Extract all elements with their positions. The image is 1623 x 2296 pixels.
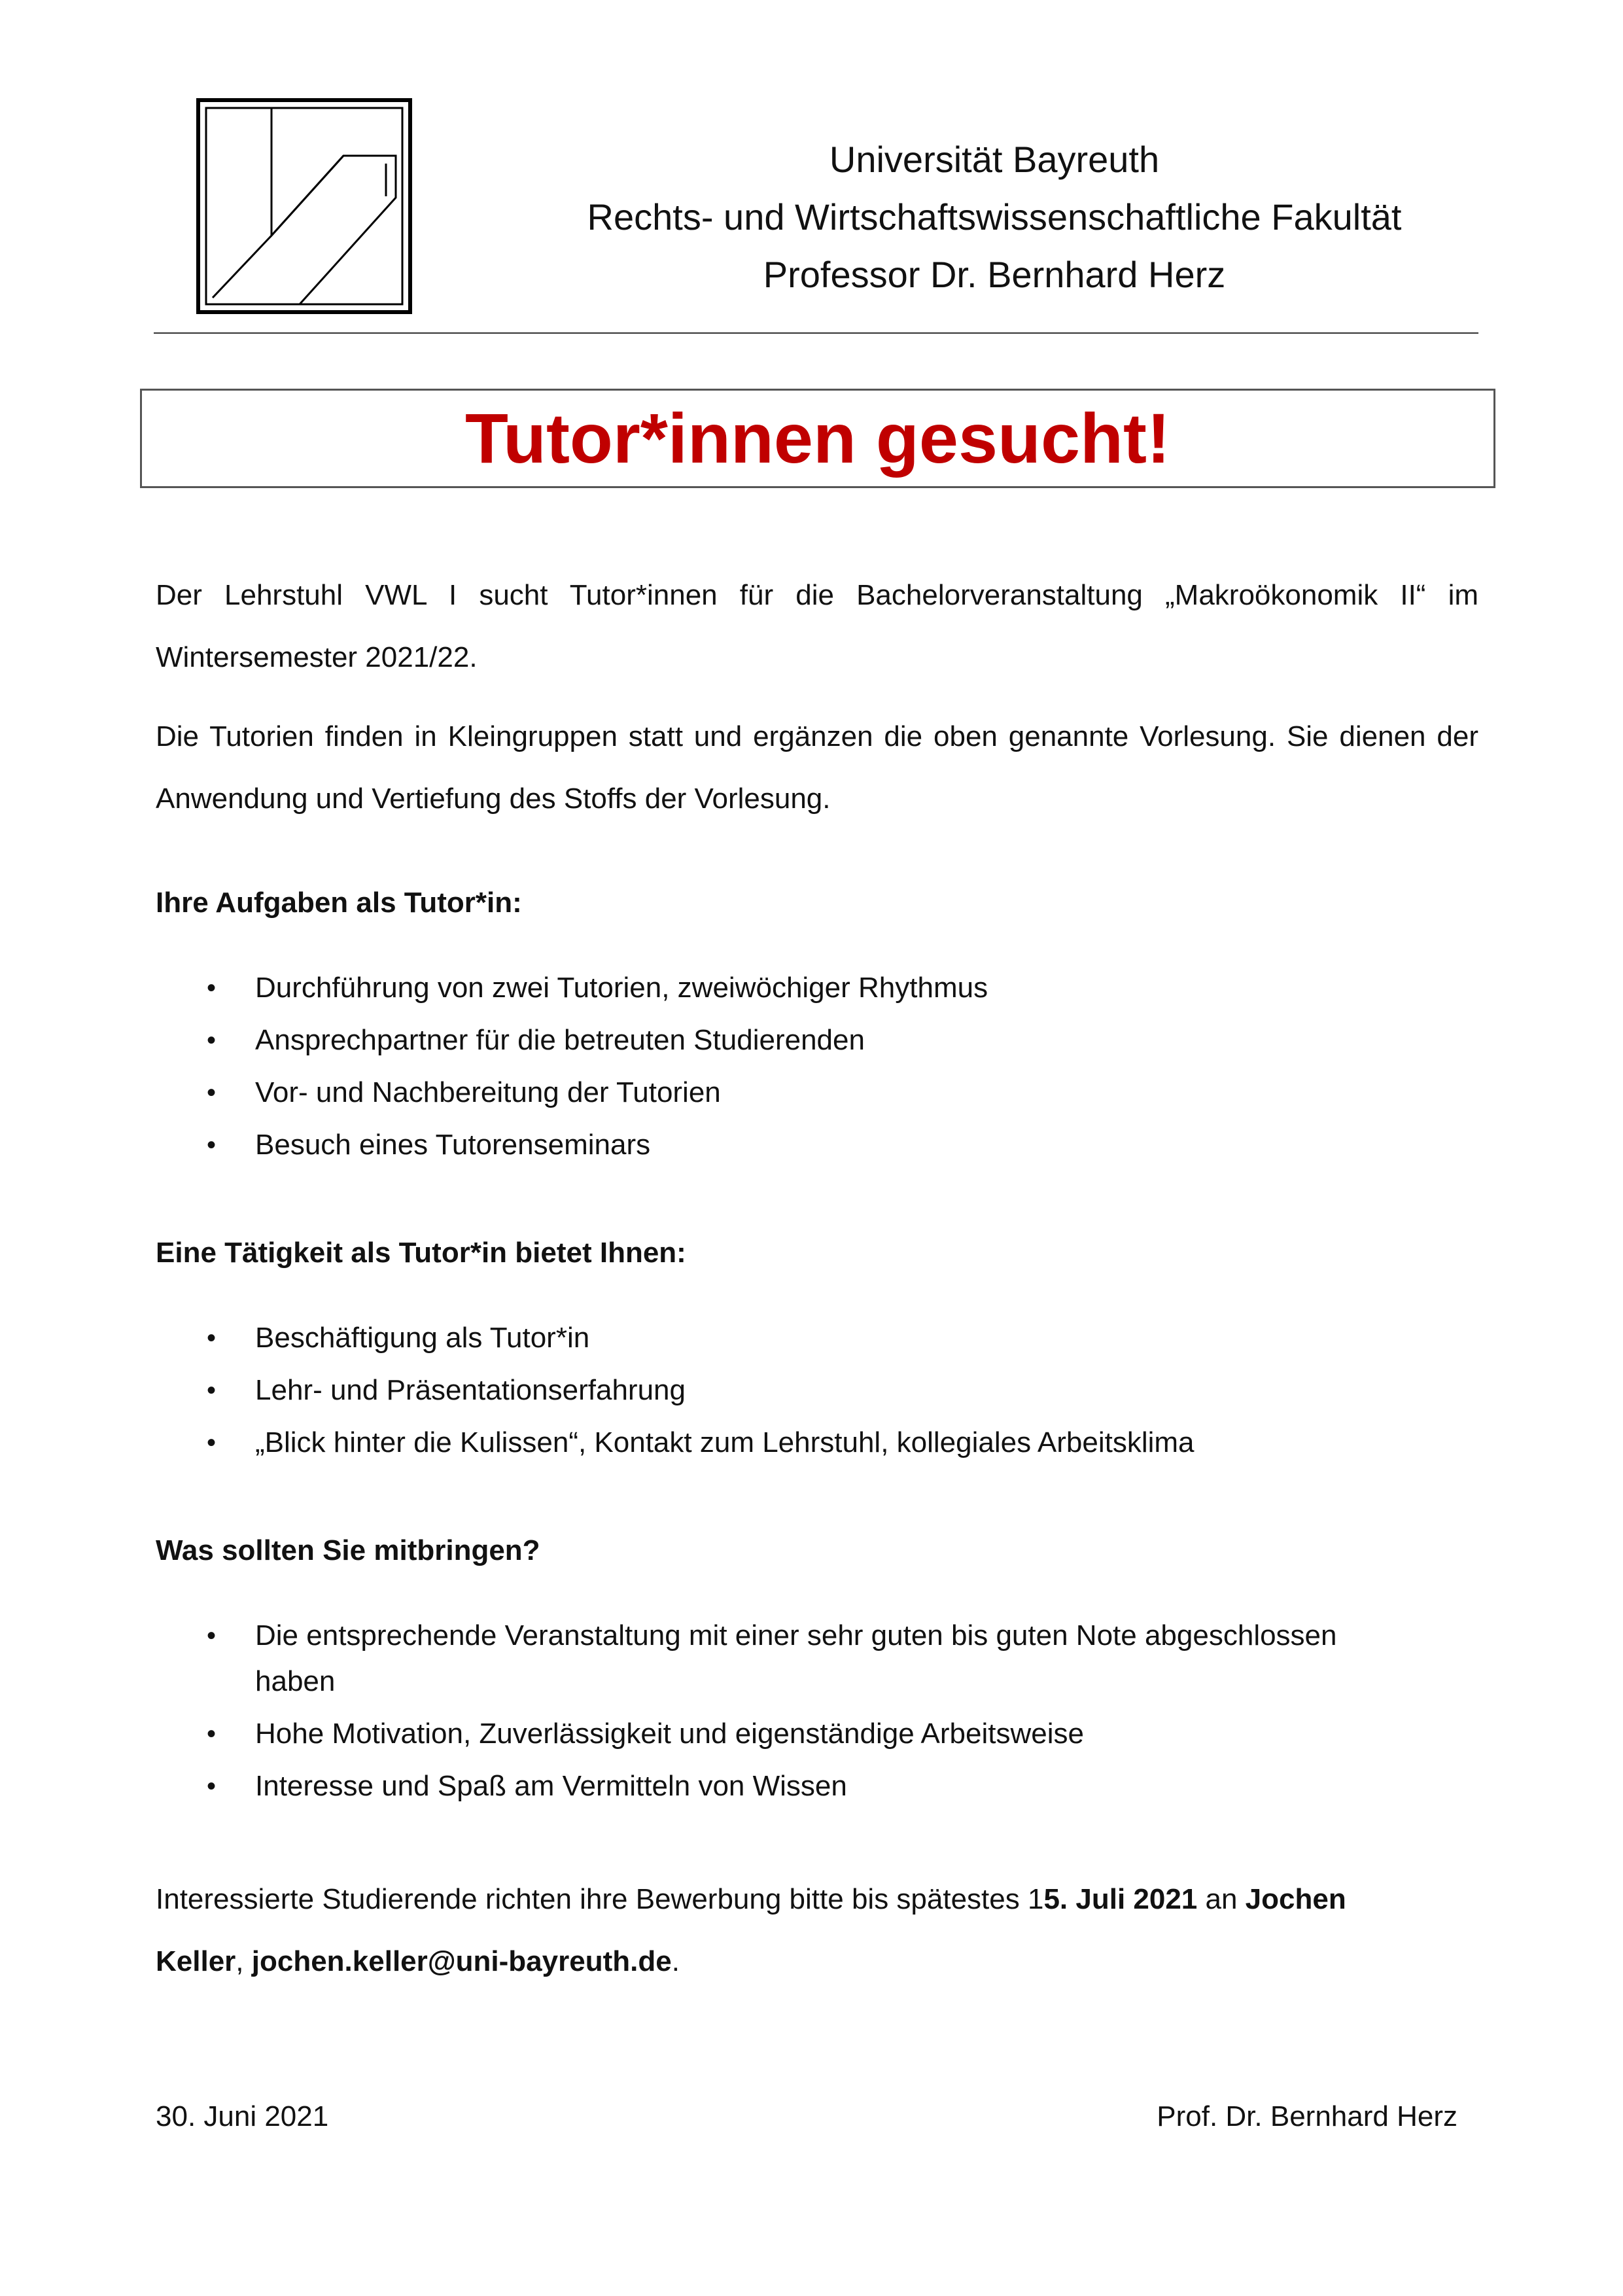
bullet-icon: • — [207, 1131, 217, 1159]
university-name: Universität Bayreuth — [829, 139, 1160, 180]
list-item: • Die entsprechende Veranstaltung mit einer sehr guten bis guten Note abgeschlossen haben — [156, 1613, 1399, 1704]
contact-name: Jochen Keller — [156, 1883, 1346, 1977]
bullet-icon: • — [207, 1428, 217, 1457]
professor-name: Professor Dr. Bernhard Herz — [763, 254, 1226, 295]
bullet-icon: • — [207, 1026, 217, 1055]
bullet-icon: • — [207, 1324, 217, 1352]
list-item: • „Blick hinter die Kulissen“, Kontakt zum Lehrstuhl, kollegiales Arbeitsklima — [156, 1420, 1478, 1466]
list-item: • Ansprechpartner für die betreuten Studierenden — [156, 1017, 1478, 1063]
list-item: • Durchführung von zwei Tutorien, zweiwöchiger Rhythmus — [156, 965, 1478, 1011]
list-item: • Lehr- und Präsentationserfahrung — [156, 1368, 1478, 1413]
deadline-date: 5. Juli 2021 — [1043, 1883, 1198, 1915]
tasks-list — [156, 965, 1478, 1174]
list-item: • Besuch eines Tutorenseminars — [156, 1122, 1478, 1168]
application-paragraph: Interessierte Studierende richten ihre Bewerbung bitte bis spätestes 15. Juli 2021 an Jochen Keller, jochen.keller@uni-bayreuth.de. — [156, 1883, 1346, 1977]
contact-email: jochen.keller@uni-bayreuth.de — [251, 1945, 672, 1977]
section-heading-tasks: Ihre Aufgaben als Tutor*in: — [156, 887, 522, 919]
bullet-icon: • — [207, 1772, 217, 1801]
letterhead — [471, 131, 1518, 304]
bullet-icon: • — [207, 1621, 217, 1650]
bullet-icon: • — [207, 1376, 217, 1405]
bullet-icon: • — [207, 1720, 217, 1748]
footer-date: 30. Juni 2021 — [156, 2100, 329, 2132]
university-logo-icon — [196, 98, 412, 314]
section-heading-requirements: Was sollten Sie mitbringen? — [156, 1534, 540, 1566]
footer-signature: Prof. Dr. Bernhard Herz — [1157, 2100, 1457, 2132]
list-item: • Beschäftigung als Tutor*in — [156, 1315, 1478, 1361]
header-divider — [154, 332, 1478, 334]
list-item: • Hohe Motivation, Zuverlässigkeit und eigenständige Arbeitsweise — [156, 1711, 1399, 1757]
bullet-icon: • — [207, 974, 217, 1002]
requirements-list — [156, 1613, 1399, 1816]
faculty-name: Rechts- und Wirtschaftswissenschaftliche Fakultät — [587, 196, 1402, 238]
list-item: • Interesse und Spaß am Vermitteln von Wissen — [156, 1763, 1399, 1809]
list-item: • Vor- und Nachbereitung der Tutorien — [156, 1070, 1478, 1116]
benefits-list — [156, 1315, 1478, 1472]
bullet-icon: • — [207, 1078, 217, 1107]
page-title: Tutor*innen gesucht! — [465, 398, 1170, 478]
section-heading-benefits: Eine Tätigkeit als Tutor*in bietet Ihnen: — [156, 1237, 686, 1269]
title-box — [140, 389, 1495, 488]
intro-paragraph-1: Der Lehrstuhl VWL I sucht Tutor*innen für die Bachelorveranstaltung „Makroökonomik II“ im Wintersemester 2021/22. — [156, 579, 1478, 673]
intro-paragraph-2: Die Tutorien finden in Kleingruppen statt und ergänzen die oben genannte Vorlesung. Sie dienen der Anwendung und Vertiefung des Stoffs der Vorlesung. — [156, 720, 1478, 815]
